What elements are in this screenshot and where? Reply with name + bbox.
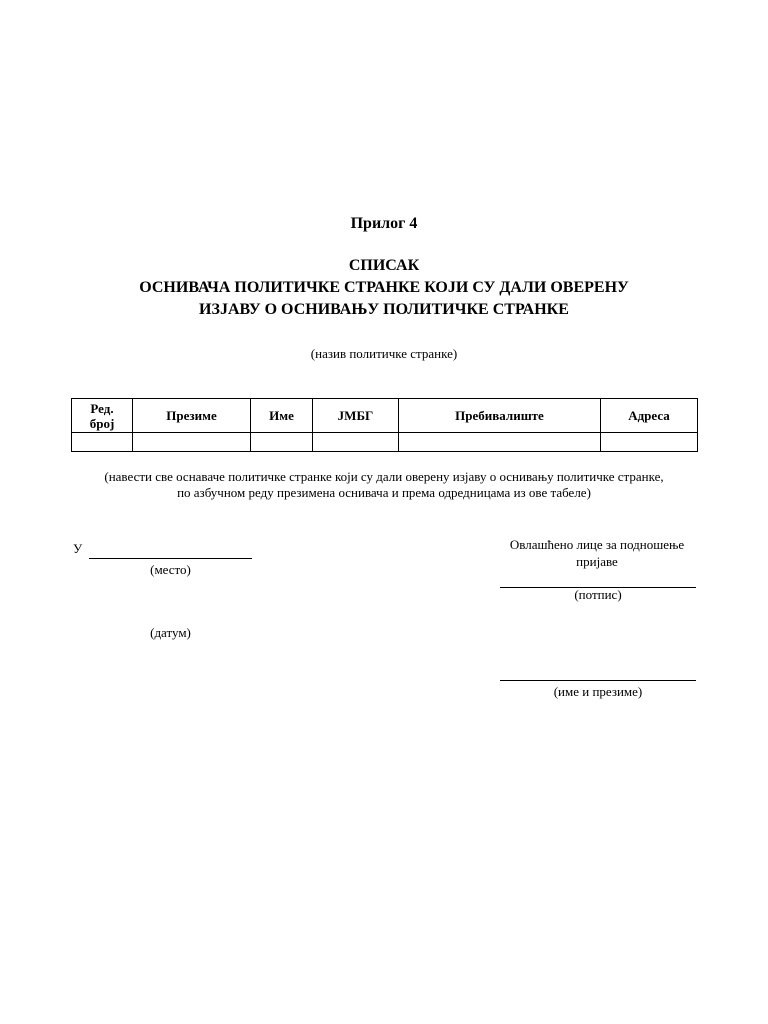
cell-first-name[interactable]	[251, 433, 313, 452]
header-seq-number	[72, 399, 133, 433]
authorized-person-label	[488, 536, 706, 570]
instruction-note	[40, 469, 728, 501]
cell-jmbg[interactable]	[313, 433, 399, 452]
cell-residence[interactable]	[399, 433, 601, 452]
cell-surname[interactable]	[133, 433, 251, 452]
founders-table	[71, 398, 698, 452]
annex-title: Прилог 4	[350, 215, 418, 232]
date-caption: (датум)	[150, 625, 191, 640]
place-caption: (место)	[150, 562, 191, 577]
header-address: Адреса	[601, 399, 698, 433]
header-jmbg: ЈМБГ	[313, 399, 399, 433]
document-title-line-1: СПИСАК	[348, 257, 420, 274]
table-header-row	[72, 399, 698, 433]
instruction-note-line-2: по азбучном реду презимена оснивача и према одредницама из ове табеле)	[177, 485, 591, 500]
party-name-caption: (назив политичке странке)	[310, 346, 458, 361]
document-title	[60, 255, 708, 321]
authorized-person-label-line-2: пријаве	[576, 554, 618, 569]
full-name-caption: (име и презиме)	[553, 684, 643, 699]
cell-address[interactable]	[601, 433, 698, 452]
instruction-note-line-1: (навести све оснаваче политичке странке који су дали оверену изјаву о оснивању политичке странке,	[104, 469, 664, 484]
header-seq-number-line-1: Ред.	[90, 400, 114, 416]
header-first-name: Име	[251, 399, 313, 433]
cell-seq-number[interactable]	[72, 433, 133, 452]
header-seq-number-line-2: број	[89, 415, 115, 431]
header-surname: Презиме	[133, 399, 251, 433]
document-title-line-3: ИЗЈАВУ О ОСНИВАЊУ ПОЛИТИЧКЕ СТРАНКЕ	[199, 301, 569, 318]
place-input-line[interactable]	[89, 558, 252, 559]
authorized-person-label-line-1: Овлашћено лице за подношење	[509, 537, 685, 552]
table-row	[72, 433, 698, 452]
place-prefix: У	[73, 541, 83, 556]
header-residence: Пребивалиште	[399, 399, 601, 433]
document-title-line-2: ОСНИВАЧА ПОЛИТИЧКЕ СТРАНКЕ КОЈИ СУ ДАЛИ ОВЕРЕНУ	[139, 279, 629, 296]
full-name-input-line[interactable]	[500, 680, 696, 681]
signature-caption: (потпис)	[574, 587, 622, 602]
